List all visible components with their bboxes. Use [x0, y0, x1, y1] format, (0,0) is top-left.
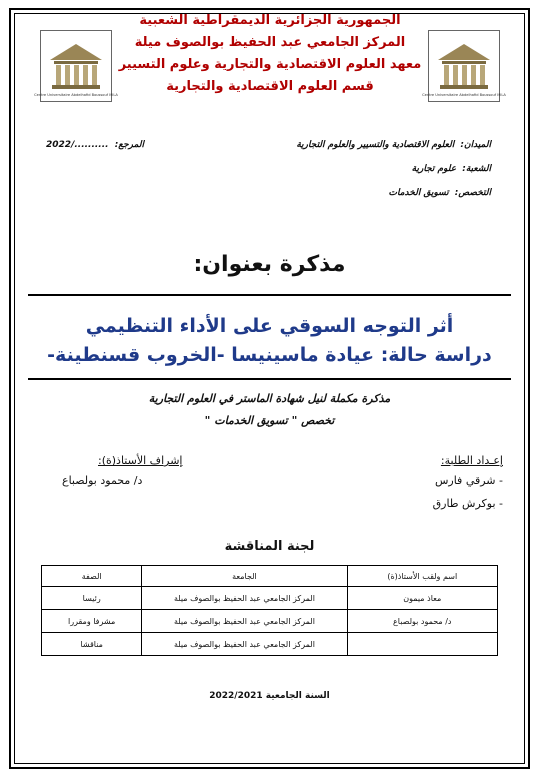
jury-table — [41, 565, 498, 656]
republic-name: الجمهورية الجزائرية الديمقراطية الشعبية — [139, 13, 401, 28]
university-name: المركز الجامعي عبد الحفيظ بوالصوف ميلة — [134, 35, 406, 50]
jury-member-name — [347, 633, 497, 656]
reference-line — [46, 140, 144, 150]
student-name-1: - شرقي فارس — [434, 474, 503, 487]
students-label: إعـداد الطلبة: — [440, 454, 503, 467]
memo-heading: مذكرة بعنوان: — [193, 252, 346, 277]
table-row — [42, 633, 498, 656]
jury-member-name: معاذ ميمون — [347, 587, 497, 610]
committee-title: لجنة المناقشة — [224, 539, 315, 554]
col-header-university: الجامعة — [142, 566, 347, 587]
logo-caption: Centre Universitaire Abdelhafid Boussouf MILA — [422, 93, 506, 97]
department-name: قسم العلوم الاقتصادية والتجارية — [166, 79, 374, 94]
supervisor-name: د/ محمود بولصباع — [62, 474, 143, 487]
reference-label: المرجع: — [114, 140, 145, 150]
domain-label: الميدان: — [460, 140, 491, 150]
branch-line — [412, 164, 491, 174]
domain-value: العلوم الاقتصادية والتسيير والعلوم التجارية — [296, 140, 455, 150]
logo-caption: Centre Universitaire Abdelhafid Boussouf MILA — [34, 93, 118, 97]
branch-label: الشعبة: — [462, 164, 491, 174]
academic-year: السنة الجامعية 2022/2021 — [209, 691, 330, 701]
jury-member-role: رئيسا — [42, 587, 142, 610]
jury-member-university: المركز الجامعي عبد الحفيظ بوالصوف ميلة — [142, 633, 347, 656]
domain-line — [296, 140, 491, 150]
title-rule-top — [28, 294, 511, 296]
jury-member-name: د/ محمود بولصباع — [347, 610, 497, 633]
student-name-2: - بوكرش طارق — [432, 497, 503, 510]
title-rule-bottom — [28, 378, 511, 380]
specialty-line — [389, 188, 491, 198]
specialty-value: تسويق الخدمات — [388, 188, 449, 198]
jury-member-university: المركز الجامعي عبد الحفيظ بوالصوف ميلة — [142, 610, 347, 633]
table-row — [42, 587, 498, 610]
degree-specialty: تخصص " تسويق الخدمات " — [204, 414, 335, 427]
thesis-title-line1: أثر التوجه السوقي على الأداء التنظيمي — [85, 315, 454, 337]
col-header-role: الصفة — [42, 566, 142, 587]
institution-header — [100, 10, 440, 98]
institute-name: معهد العلوم الاقتصادية والتجارية وعلوم التسيير — [118, 57, 422, 72]
thesis-title-line2: دراسة حالة: عيادة ماسينيسا -الخروب قسنطينة- — [47, 344, 492, 366]
reference-value: ........../2022 — [46, 140, 109, 150]
supervisor-label: إشراف الأستاذ(ة): — [98, 454, 183, 467]
jury-member-university: المركز الجامعي عبد الحفيظ بوالصوف ميلة — [142, 587, 347, 610]
degree-purpose: مذكرة مكملة لنيل شهادة الماستر في العلوم التجارية — [148, 392, 391, 405]
col-header-name: اسم ولقب الأستاذ(ة) — [347, 566, 497, 587]
specialty-label: التخصص: — [454, 188, 491, 198]
jury-member-role: مناقشا — [42, 633, 142, 656]
jury-table-header — [42, 566, 498, 587]
branch-value: علوم تجارية — [411, 164, 457, 174]
thesis-title — [30, 312, 509, 370]
jury-member-role: مشرفا ومقررا — [42, 610, 142, 633]
table-row — [42, 610, 498, 633]
